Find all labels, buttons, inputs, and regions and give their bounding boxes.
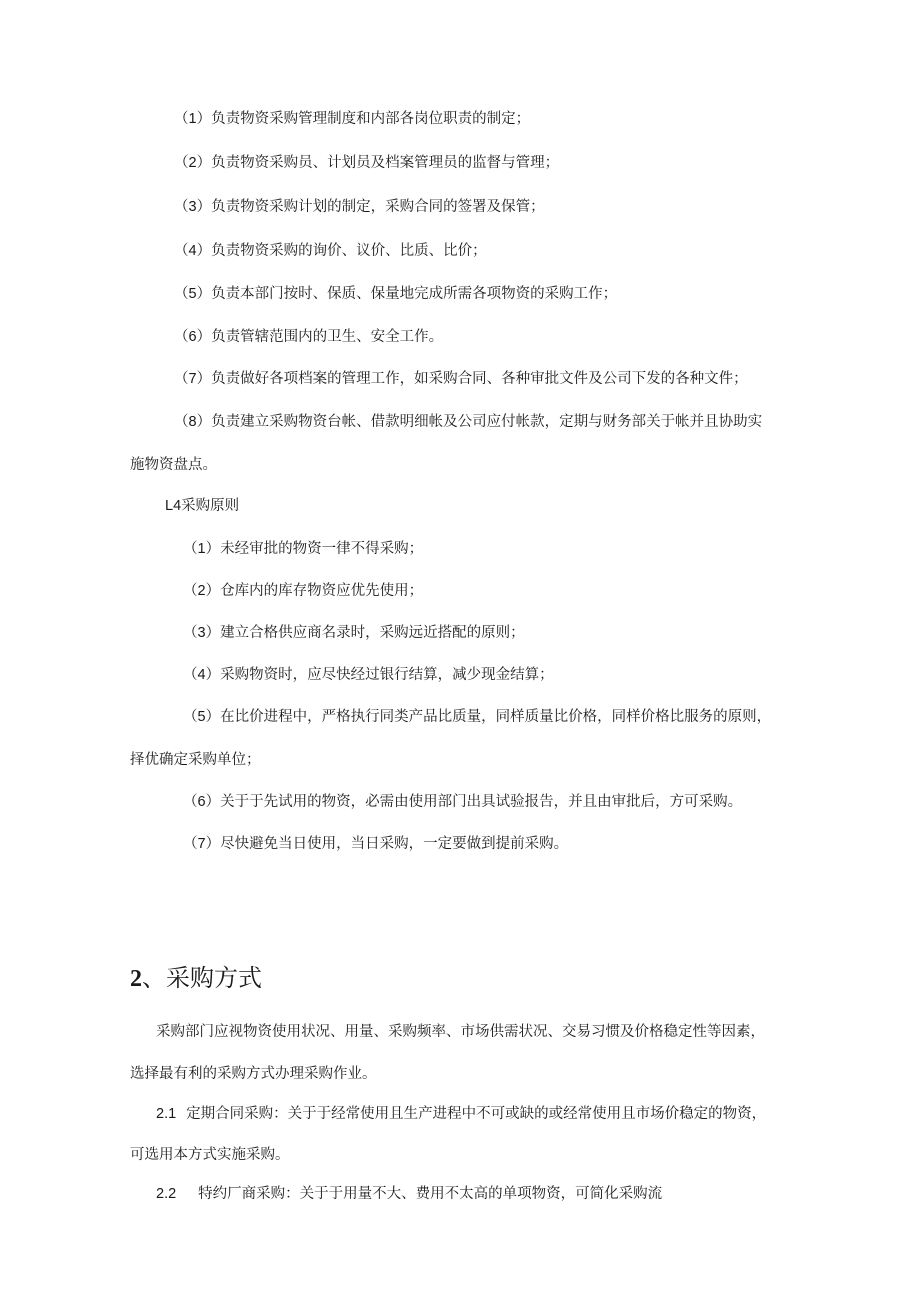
duty-item-5: （5）负责本部门按时、保质、保量地完成所需各项物资的采购工作；: [174, 286, 618, 302]
section-2-2-item: 2.2 特约厂商采购：关于于用量不大、费用不太高的单项物资，可简化采购流: [156, 1186, 663, 1202]
section-2-heading: 2、采购方式: [130, 964, 262, 992]
principle-item-4: （4）采购物资时，应尽快经过银行结算，减少现金结算；: [183, 667, 554, 683]
principles-heading: L4采购原则: [165, 498, 240, 514]
duty-item-6: （6）负责管辖范围内的卫生、安全工作。: [174, 329, 444, 345]
section-2-intro-continued: 选择最有利的采购方式办理采购作业。: [130, 1066, 377, 1082]
principle-item-6: （6）关于于先试用的物资，必需由使用部门出具试验报告，并且由审批后，方可采购。: [183, 794, 743, 810]
duty-item-4: （4）负责物资采购的询价、议价、比质、比价；: [174, 243, 487, 259]
principle-item-5: （5）在比价进程中，严格执行同类产品比质量，同样质量比价格，同样价格比服务的原则，: [183, 709, 772, 725]
principle-item-3: （3）建立合格供应商名录时，采购远近搭配的原则；: [183, 625, 525, 641]
section-2-1-item: 2.1 定期合同采购：关于于经常使用且生产进程中不可或缺的或经常使用且市场价稳定的物资，: [156, 1106, 767, 1122]
principle-item-2: （2）仓库内的库存物资应优先使用；: [183, 583, 424, 599]
duty-item-3: （3）负责物资采购计划的制定，采购合同的签署及保管；: [174, 199, 545, 215]
section-2-intro: 采购部门应视物资使用状况、用量、采购频率、市场供需状况、交易习惯及价格稳定性等因素，: [156, 1024, 765, 1040]
principle-item-5-continued: 择优确定采购单位；: [130, 752, 261, 768]
section-2-1-continued: 可选用本方式实施采购。: [130, 1147, 290, 1163]
duty-item-7: （7）负责做好各项档案的管理工作，如采购合同、各种审批文件及公司下发的各种文件；: [174, 371, 748, 387]
principle-item-7: （7）尽快避免当日使用，当日采购，一定要做到提前采购。: [183, 836, 569, 852]
duty-item-8: （8）负责建立采购物资台帐、借款明细帐及公司应付帐款，定期与财务部关于帐并且协助实: [174, 414, 763, 430]
duty-item-1: （1）负责物资采购管理制度和内部各岗位职责的制定；: [174, 111, 531, 127]
duty-item-2: （2）负责物资采购员、计划员及档案管理员的监督与管理；: [174, 155, 560, 171]
duty-item-8-continued: 施物资盘点。: [130, 457, 217, 473]
principle-item-1: （1）未经审批的物资一律不得采购；: [183, 541, 424, 557]
